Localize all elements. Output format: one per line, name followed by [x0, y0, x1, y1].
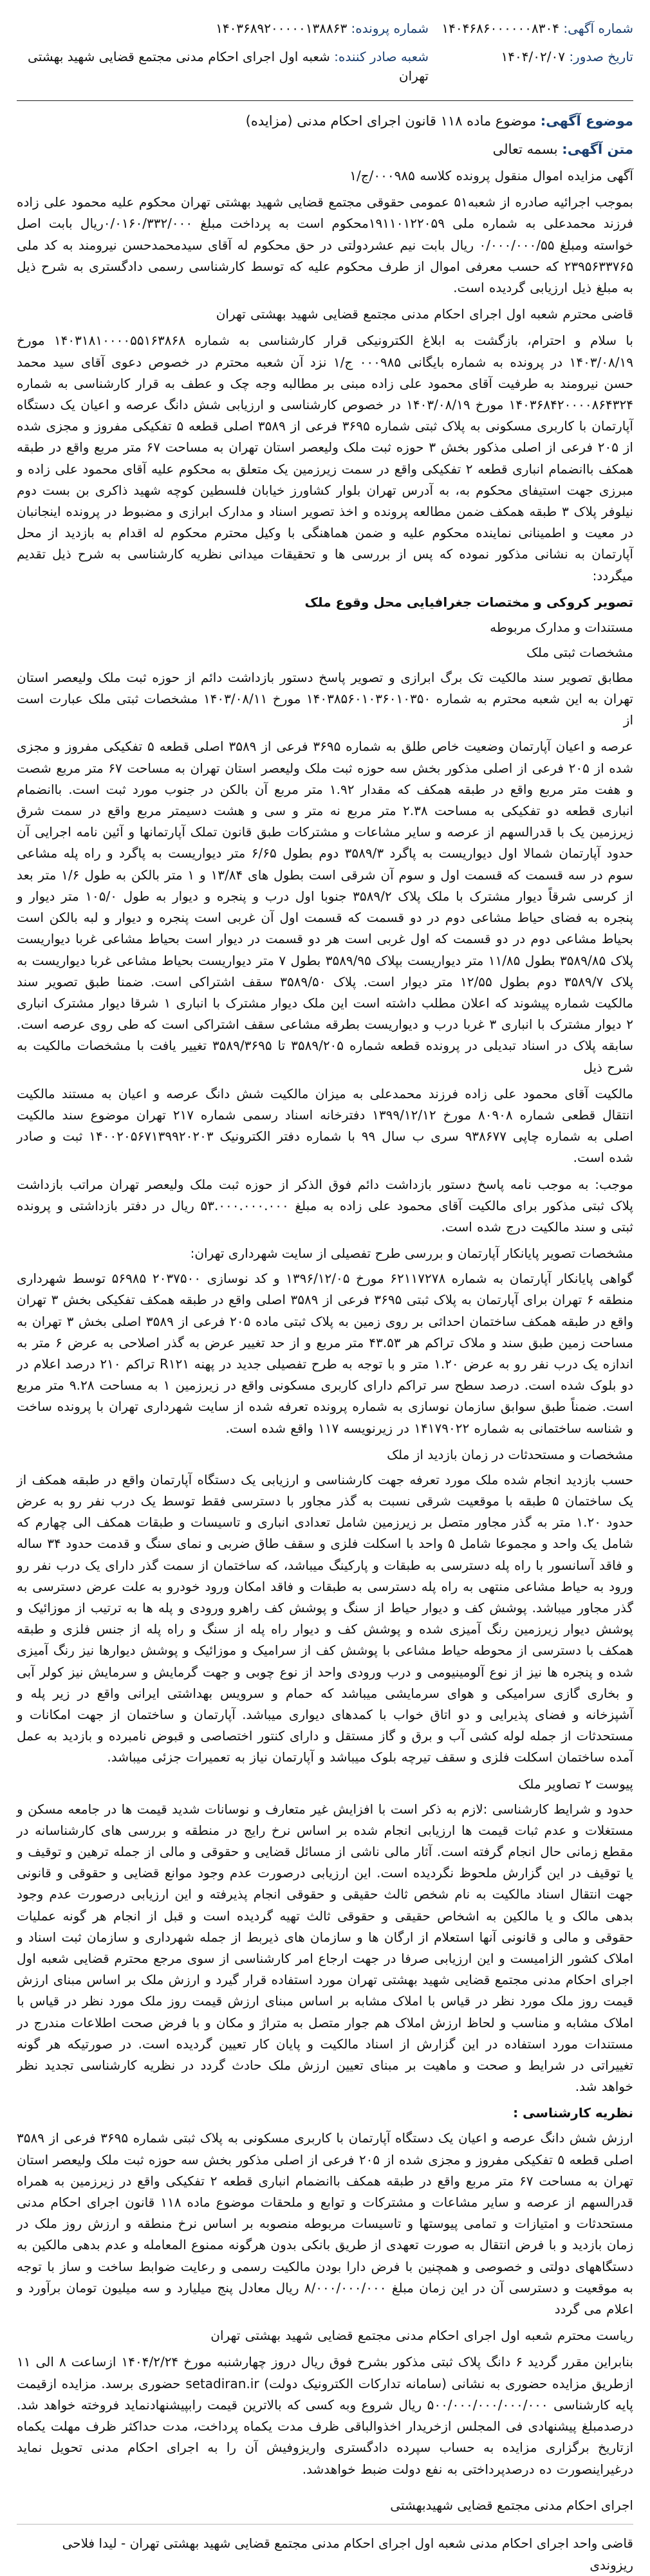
case-number-row	[17, 14, 429, 42]
issue-date-row	[421, 42, 633, 71]
issue-date-label: تاریخ صدور:	[569, 49, 633, 64]
issuing-branch-value: شعبه اول اجرای احکام مدنی مجتمع قضایی شهید بهشتی تهران	[28, 49, 429, 84]
section-heading-site-visit: مشخصات و مستحدثات در زمان بازدید از ملک	[387, 1446, 633, 1462]
section-heading-map: تصویر کروکی و مختصات جغرافیایی محل وقوع ملک	[304, 594, 633, 610]
signature-judge: قاضی واحد اجرای احکام مدنی شعبه اول اجرای احکام مدنی مجتمع قضایی شهید بهشتی تهران - لیدا فلاحی ریزوندی	[62, 2535, 633, 2573]
signature-office: اجرای احکام مدنی مجتمع قضایی شهیدبهشتی	[390, 2497, 633, 2513]
notice-subject	[17, 110, 633, 132]
section-heading-completion-certificate: مشخصات تصویر پایانکار آپارتمان و بررسی طرح تفصیلی از سایت شهرداری تهران:	[190, 1246, 633, 1262]
notice-text-label: متن آگهی:	[562, 142, 633, 157]
auction-case-title: آگهی مزایده اموال منقول پرونده کلاسه ۰۰۰۹۸۵/ج/۱	[349, 168, 633, 183]
notice-number-label: شماره آگهی:	[563, 21, 633, 36]
section-heading-expert-opinion: نظریه کارشناسی :	[513, 2105, 633, 2121]
case-number-label: شماره پرونده:	[351, 21, 429, 36]
expert-intro-paragraph: با سلام و احترام، بازگشت به ابلاغ الکترونیکی قرار کارشناسی به شماره ۱۴۰۳۱۸۱۰۰۰۰۵۵۱۶۳۸۶۸ مورخ ۱۴۰۳/۰۸/۱۹ در پرونده به شماره بایگانی ۰۰۰۹۸۵ ج/۱ نزد آن شعبه محترم در خصوص دعوی آقای سید محمد حسن نیرومند به طرفیت آقای محمود علی زاده مبنی بر مطالبه وجه چک و عطف به قرار کارشناسی به شماره ۱۴۰۳۶۸۴۲۰۰۰۰۸۶۴۳۲۴ مورخ ۱۴۰۳/۰۸/۱۹ در خصوص کارشناسی و ارزیابی شش دانگ عرصه و اعیان یک دستگاه آپارتمان با کاربری مسکونی به پلاک ثبتی شماره ۳۶۹۵ فرعی از ۳۵۸۹ اصلی قطعه ۵ تفکیکی مفروز و مجزی شده از ۲۰۵ فرعی از اصلی مذکور بخش ۳ حوزه ثبت ملک ولیعصر استان تهران به مساحت ۶۷ متر مربع واقع در طبقه همکف باانضمام انباری قطعه ۲ تفکیکی واقع در سمت زیرزمین یک متعلق به محکوم علیه آقای محمود علی زاده و مبرزی جهت استیفای محکوم به، به آدرس تهران بلوار کشاورز خیابان فلسطین کوچه شهید ذاکری بن بست دوم نیلوفر پلاک ۳ طبقه همکف ضمن مطالعه پرونده و اخذ تصویر اسناد و مدارک ابرازی و مضبوط در پرونده اینجانبان در معیت و اطمینانی نماینده محکوم علیه و ضمن هماهنگی با وکیل محترم محکوم له اقدام به بازدید از محل آپارتمان به نشانی مذکور نموده که پس از بررسی ها و تحقیقات میدانی نظریه کارشناسی به شرح ذیل تقدیم میگردد:	[17, 333, 634, 584]
subject-label: موضوع آگهی:	[540, 113, 633, 129]
case-number-value: ۱۴۰۳۶۸۹۲۰۰۰۰۰۱۳۸۸۶۳	[216, 21, 348, 36]
site-visit-paragraph: حسب بازدید انجام شده ملک مورد تعرفه جهت کارشناسی و ارزیابی یک دستگاه آپارتمان واقع در طبقه همکف از یک ساختمان ۵ طبقه با موقعیت شرقی نسبت به گذر مجاور با دسترسی فقط توسط یک درب نفر رو به عرض حدود ۱.۲۰ متر به گذر مجاور متصل بر زیرزمین شامل تعدادی انباری و تاسیسات و طبقات همکف الی چهارم که شامل یک واحد و مجموعا شامل ۵ واحد با اسکلت فلزی و سقف طاق ضربی و نمای سنگ و قدمت حدود ۳۴ ساله و فاقد آسانسور با راه پله دسترسی به طبقات و پارکینگ میباشد، که ساختمان از سمت گذر دارای یک درب نفر رو ورود به حیاط مشاعی منتهی به راه پله دسترسی به طبقات و فاقد امکان ورود خودرو به علت عرض دسترسی به گذر مجاور میباشد. پوشش کف و دیوار حیاط از سنگ و پوشش کف راهرو ورودی و پله ها به ترتیب از موزائیک و پوشش دیوار زیرزمین رنگ آمیزی شده و پوشش کف و دیوار راه پله از سنگ و راه پله از جنس فلزی و طبقه همکف با دسترسی از محوطه حیاط مشاعی با پوشش کف از سرامیک و موزائیک و پوشش دیوارها نیز رنگ آمیزی شده و پنجره ها نیز از نوع آلومینیومی و درب ورودی واحد از نوع چوبی و جهت گرمایش و سرمایش نیز کولر آبی و بخاری گازی سرامیکی و هوای سرمایشی میباشد که حمام و سرویس بهداشتی ایرانی واقع در زیر پله و آشپزخانه و فضای پذیرایی و دو اتاق خواب با کمدهای دیواری میباشد. آپارتمان و ساختمان از جهت امکانات و مستحدثات از جمله لوله کشی آب و برق و گاز مستقل و دارای کنتور اختصاصی و قبوض نامبرده و بازدید به عمل آمده ساختمان اسکلت فلزی و سقف تیرچه بلوک میباشد و آپارتمان نیاز به تعمیرات جزئی میباشد.	[17, 1471, 634, 1765]
issuing-branch-label: شعبه صادر کننده:	[334, 49, 429, 64]
basmala: بسمه تعالی	[492, 142, 558, 157]
appraisal-conditions-paragraph: حدود و شرایط کارشناسی :لازم به ذکر است با افزایش غیر متعارف و نوسانات شدید قیمت ها در جامعه مسکن و مستغلات و عدم ثبات قیمت ها ارزیابی انجام شده بر اساس نرخ رایج در منطقه و بررسی های کارشناسانه در مقطع زمانی حال انجام گرفته است. آثار مالی ناشی از مسائل قضایی و حقوقی و مالی از جمله ترهین و توقیف و یا توقیف در این گزارش ملحوظ نگردیده است. این ارزیابی درصورت عدم وجود موانع قضایی و حقوقی و قانونی جهت انتقال اسناد مالکیت به نام شخص ثالث حقیقی و حقوقی انجام پذیرفته و این ارزیابی درصورت عدم وجود بدهی مالک و یا مالکین به اشخاص حقیقی و حقوقی ثالث تهیه گردیده است و قبل از انجام هر گونه عملیات حقوقی و مالی و قانونی آنها استعلام از ارگان ها و سازمان های ذیربط از جمله شهرداری و سازمان ثبت اسناد و املاک کشور الزامیست و این ارزیابی صرفا در جهت ارجاع امر کارشناسی از سوی مرجع محترم قضایی شعبه اول اجرای احکام مدنی مجتمع قضایی شهید بهشتی تهران مورد استفاده قرار گیرد و ارزش ملک بر اساس مبنای ارزش قیمت روز ملک مورد نظر در قیاس با املاک مشابه بر اساس مبنای ارزش قیمت روز ملک مورد نظر در قیاس با املاک مشابه و مناسب و لحاظ ارزش املاک هم جوار متصل به متراژ و مکان و با فرض صحت اطلاعات مندرج در مستندات مورد استفاده در این گزارش از اسناد مالکیت و پایان کار تعیین گردیده است. در صورتیکه هر گونه تغییراتی در شرایط و صحت و ماهیت بر مبنای تعیین ارزش ملک حادث گردد در نظریه کارشناسی تجدید نظر خواهد شد.	[17, 1801, 633, 2095]
issuing-branch-row	[17, 47, 429, 86]
notice-header	[17, 14, 633, 91]
footer-divider	[17, 2524, 633, 2525]
header-right-column	[421, 14, 633, 71]
auction-terms-paragraph: بنابراین مقرر گردید ۶ دانگ پلاک ثبتی مذکور بشرح فوق ریال دروز چهارشنبه مورخ ۱۴۰۴/۲/۲۴ ازساعت ۸ الی ۱۱ ازطریق مزایده حضوری به نشانی (سامانه تدارکات الکترونیک دولت) setadiran.ir حضوری برسد. مزایده ازقیمت پایه کارشناسی ۵۰۰/۰۰۰/۰۰۰/۰۰۰/۰۰۰ ریال شروع وبه کسی که بالاترین قیمت رابپیشنهادنماید فروخته خواهد شد. درصدمبلغ پیشنهادی فی المجلس ازخریدار اخذوالباقی ظرف مدت یکماه پرداخت، مدت حداکثر ظرف مهلت یکماه ازتاریخ برگزاری مزایده به حساب سپرده دادگستری واریزوفیش آن را به اجرای احکام مدنی تحویل نماید درغیراینصورت ده درصدپرداختی به نفع دولت ضبط خواهدشد.	[17, 2354, 633, 2477]
header-divider	[17, 100, 633, 101]
notice-text-intro	[17, 138, 633, 160]
completion-certificate-paragraph: گواهی پایانکار آپارتمان به شماره ۶۲۱۱۷۲۷۸ مورخ ۱۳۹۶/۱۲/۰۵ و کد نوسازی ۲۰۳۷۵۰۰ ۵۶۹۸۵ توسط شهرداری منطقه ۶ تهران برای آپارتمان به پلاک ثبتی ۳۶۹۵ فرعی از ۳۵۸۹ اصلی واقع در طبقه همکف تفکیکی بخش ۳ تهران واقع در طبقه همکف ساختمان احداثی بر روی زمین به پلاک ثبتی ماده ۲۰۵ فرعی از ۳۵۸۹ اصلی بخش ۳ تهران به مساحت زمین طبق سند و ملاک تراکم هر ۴۳.۵۳ متر مربع و از حد تغییر عرض به گذر اصلاحی به عرض ۶ متر به اندازه یک درب نفر رو به عرض ۱.۲۰ متر و با توجه به طرح تفصیلی جدید در پهنه R۱۲۱ تراکم ۲۱۰ درصد اعلام در دو بلوک شده است. درصد سطح سر تراکم دارای کاربری مسکونی واقع در زیرزمین ۱ به مساحت ۹.۲۸ متر مربع است. ضمناً طبق سوابق سازمان نوسازی به شماره پرونده تعرفه شده از سایت شهرداری تهران با پرونده ساخت و شناسه ساختمانی به شماره ۱۴۱۷۹۰۲۲ در زیرنویسه ۱۱۷ واقع شده است.	[17, 1271, 634, 1436]
ownership-paragraph: مالکیت آقای محمود علی زاده فرزند محمدعلی به میزان مالکیت شش دانگ عرصه و اعیان به مستند مالکیت انتقال قطعی شماره ۸۰۹۰۸ مورخ ۱۳۹۹/۱۲/۱۲ دفترخانه اسناد رسمی شماره ۲۱۷ تهران موضوع سند مالکیت اصلی به شماره چاپی ۹۳۸۶۷۷ سری ب سال ۹۹ با شماره دفتر الکترونیک ۱۴۰۰۲۰۵۶۷۱۳۹۹۲۰۲۰۳ ثبت و صادر شده است.	[17, 1085, 634, 1166]
seizure-paragraph: موجب: به موجب نامه پاسخ دستور بازداشت دائم فوق الذکر از حوزه ثبت ملک ولیعصر تهران مراتب بازداشت پلاک ثبتی مذکور برای مالکیت آقای محمود علی زاده به مبلغ ۵۳.۰۰۰.۰۰۰.۰۰۰ ریال در دفتر بازداشتی و پرونده ثبتی و سند مالکیت درج شده است.	[17, 1176, 633, 1235]
enforcement-paragraph: بموجب اجرائیه صادره از شعبه۵۱ عمومی حقوقی مجتمع قضایی شهید بهشتی تهران محکوم علیه محمود علی زاده فرزند محمدعلی به شماره ملی ۱۹۱۱۰۱۲۲۰۵۹محکوم است به پرداخت مبلغ ۰/۰۱۶۰/۳۳۲/۰۰۰ریال بابت اصل خواسته ومبلغ ۰/۰۰۰/۰۰۰/۵۵ ریال بابت نیم عشردولتی در حق محکوم له آقای سیدمحمدحسن نیرومند به کد ملی ۲۳۹۵۶۳۳۷۶۵ که حسب معرفی اموال از طرف محکوم علیه که توسط کارشناسی رسمی دادگستری به شرح ذیل به مبلغ ذیل ارزیابی گردیده است.	[17, 194, 634, 296]
section-heading-photos: پیوست ۲ تصاویر ملک	[518, 1776, 633, 1792]
subject-text: موضوع ماده ۱۱۸ قانون اجرای احکام مدنی (مزایده)	[245, 113, 537, 129]
notice-number-row	[421, 14, 633, 42]
expert-opinion-paragraph: ارزش شش دانگ عرصه و اعیان یک دستگاه آپارتمان با کاربری مسکونی به پلاک ثبتی شماره ۳۶۹۵ فرعی از ۳۵۸۹ اصلی قطعه ۵ تفکیکی مفروز و مجزی شده از ۲۰۵ فرعی از اصلی مذکور بخش سه حوزه ثبت ملک ولیعصر استان تهران به مساحت ۶۷ متر مربع واقع در طبقه همکف باانضمام انباری قطعه ۲ تفکیکی واقع در زیرزمین به همراه قدرالسهم از عرصه و سایر مشاعات و مشترکات و توابع و ملحقات موضوع ماده ۱۱۸ قانون اجرای احکام مدنی مستحدثات و امتیازات و تمامی پیوستها و تاسیسات مربوطه منصوبه بر اساس نرخ منطقه و ارزش روز ملک در زمان بازدید و با فرض انتقال به صورت تعهدی از طریق بانکی بدون هرگونه ممنوع المعامله و عدم بدهی مالکین به دستگاههای دولتی و خصوصی و همچنین با فرض دارا بودن مالکیت رسمی و رعایت ضوابط ساخت و ساز با توجه به موقعیت و دسترسی آن در این زمان مبلغ ۸/۰۰۰/۰۰۰/۰۰۰ ریال معادل پنج میلیارد و سه میلیون تومان برآورد و اعلام می گردد	[17, 2130, 633, 2317]
closing-addressee-line: ریاست محترم شعبه اول اجرای احکام مدنی مجتمع قضایی شهید بهشتی تهران	[210, 2328, 633, 2344]
addressee-line: قاضی محترم شعبه اول اجرای احکام مدنی مجتمع قضایی شهید بهشتی تهران	[216, 306, 633, 322]
header-left-column	[17, 14, 429, 86]
notice-number-value: ۱۴۰۴۶۸۶۰۰۰۰۰۰۸۳۰۴	[441, 21, 560, 36]
notice-footer	[17, 2494, 633, 2576]
section-heading-registration: مشخصات ثبتی ملک	[526, 644, 633, 660]
registration-details-paragraph: عرصه و اعیان آپارتمان وضعیت خاص طلق به شماره ۳۶۹۵ فرعی از ۳۵۸۹ اصلی قطعه ۵ تفکیکی مفروز و مجزی شده از ۲۰۵ فرعی از اصلی مذکور بخش سه حوزه ثبت ملک ولیعصر استان تهران به مساحت ۶۷ متر مربع شصت و هفت متر مربع واقع در طبقه همکف که مقدار ۱.۹۲ متر مربع آن بالکن در جنوب مورد ثبت است. باانضمام انباری قطعه دو تفکیکی به مساحت ۲.۳۸ متر مربع نه متر و سی و هشت دسیمتر مربع واقع در سمت شرق زیرزمین یک با قدرالسهم از عرصه و سایر مشاعات و مشترکات طبق قانون تملک آپارتمانها و آئین نامه اجرایی آن حدود آپارتمان شمالا اول دیواریست به پاگرد ۳۵۸۹/۳ دوم بطول ۶/۶۵ متر دیواریست به پاگرد و راه پله مشاعی سوم در سه قسمت که قسمت اول و سوم آن شرقی است بطول های ۱۳/۸۴ و ۱ متر بالکن به طول ۱/۶ متر بعد از کرسی شرقاً دیوار مشترک با ملک پلاک ۳۵۸۹/۲ جنوبا اول درب و پنجره و دیوار به طول ۱۰۵/۰ متر دیوار و پنجره به فضای حیاط مشاعی دوم در دو قسمت که قسمت اول آن غربی است پنجره و دیوار و لبه بالکن است بحیاط مشاعی دوم در دو قسمت که اول غربی است هر دو قسمت در دیوار است بحیاط مشاعی غربا دیواریست پلاک ۳۵۸۹/۸۵ بطول ۱۱/۸۵ متر دیواریست بپلاک ۳۵۸۹/۹۵ بطول ۷ متر دیواریست بحیاط مشاعی غربا دیواریست به پلاک ۳۵۸۹/۷ دوم بطول ۱۲/۵۵ متر دیوار است. پلاک ۳۵۸۹/۵۰ سقف اشتراکی است. ضمنا طبق تصویر سند مالکیت شماره پیشوند که اعلان مطلب داشته است این ملک دیوار مشترک با انباری ۱ شرقا دیوار مشترک انباری ۲ دیوار مشترک با انباری ۳ غربا درب و دیواریست بطرقه مشاعی سقف اشتراکی است که طی روی عرصه است. سابقه پلاک در اسناد تبدیلی در پرونده قطعه شماره ۳۵۸۹/۲۰۵ تا ۳۵۸۹/۳۶۹۵ تغییر یافت با مشخصات مالکیت به شرح ذیل	[17, 739, 634, 1075]
registration-intro-paragraph: مطابق تصویر سند مالکیت تک برگ ابرازی و تصویر پاسخ دستور بازداشت دائم از حوزه ثبت ملک ولیعصر استان تهران به این شعبه محترم به شماره ۱۴۰۳۸۵۶۰۱۰۳۶۰۱۰۳۵۰ مورخ ۱۴۰۳/۰۸/۱۱ مشخصات ثبتی ملک عبارت است از	[17, 669, 634, 728]
section-heading-documents: مستندات و مدارک مربوطه	[490, 619, 633, 635]
issue-date-value: ۱۴۰۴/۰۲/۰۷	[501, 49, 565, 64]
